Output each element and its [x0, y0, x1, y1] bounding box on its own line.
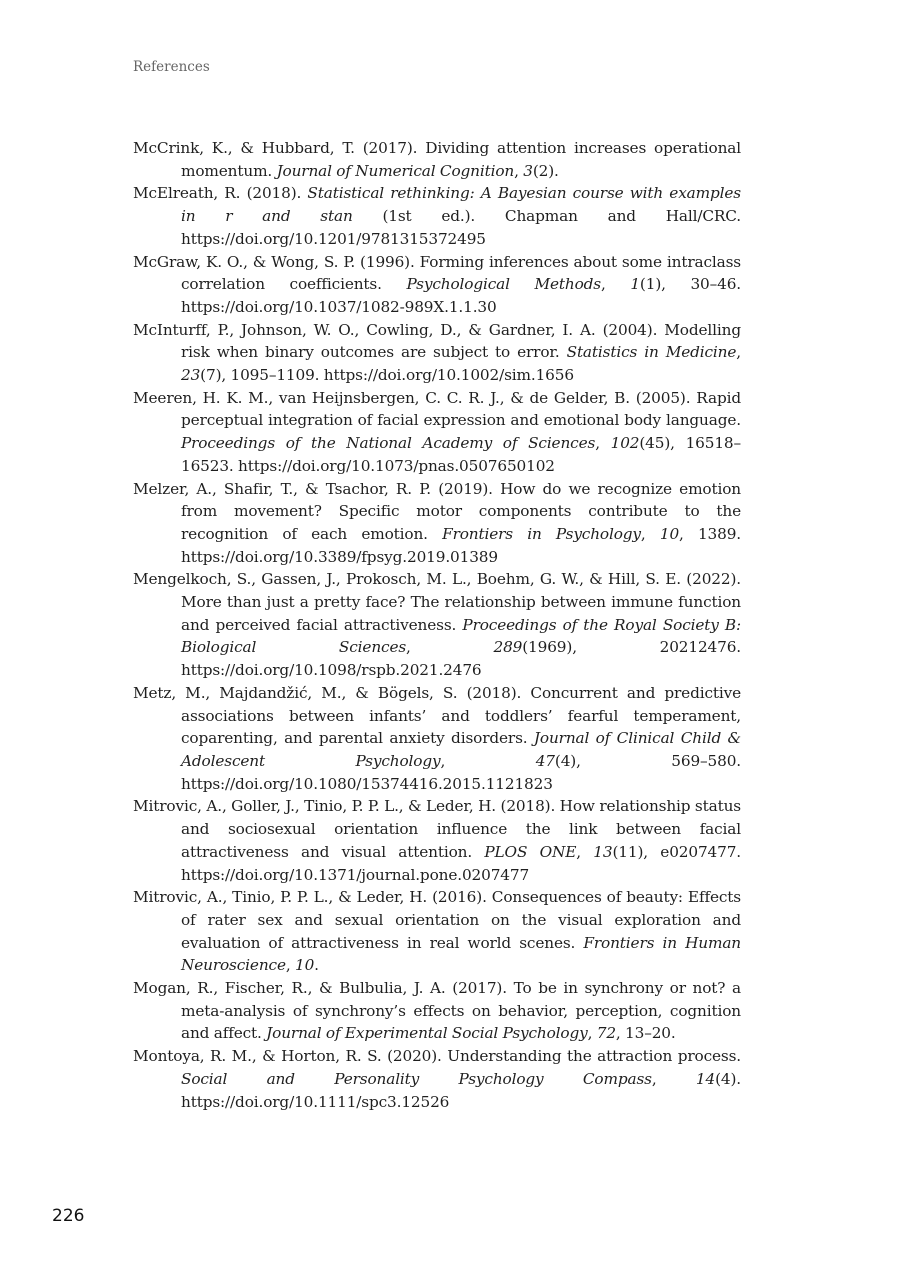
- reference-separator: ,: [440, 751, 536, 770]
- reference-separator: ,: [736, 343, 741, 362]
- reference-text: McGraw, K. O., & Wong, S. P. (1996). Forming inferences about some intraclass correlation coefficients.: [133, 252, 741, 294]
- reference-separator: ,: [514, 161, 524, 180]
- reference-list: [133, 137, 741, 1113]
- reference-details: (45), 16518–16523. https://doi.org/10.1073/pnas.0507650102: [181, 434, 741, 475]
- reference-volume: 10: [659, 524, 680, 543]
- reference-entry: [133, 795, 741, 886]
- reference-volume: 13: [593, 842, 613, 861]
- reference-separator: ,: [576, 842, 594, 861]
- reference-details: , 13–20.: [615, 1024, 676, 1043]
- reference-volume: 1: [630, 275, 640, 294]
- reference-entry: [133, 886, 741, 977]
- reference-source: Proceedings of the Royal Society B: Biological Sciences: [181, 615, 741, 657]
- reference-source: PLOS ONE: [484, 842, 577, 861]
- reference-entry: [133, 568, 741, 682]
- reference-details: (7), 1095–1109. https://doi.org/10.1002/sim.1656: [200, 366, 574, 385]
- reference-source: Psychological Methods: [406, 275, 601, 294]
- reference-source: Proceedings of the National Academy of Sciences: [181, 434, 596, 453]
- running-head: References: [133, 59, 210, 75]
- reference-entry: [133, 137, 741, 182]
- reference-volume: 289: [493, 638, 523, 657]
- reference-text: Mitrovic, A., Goller, J., Tinio, P. P. L., & Leder, H. (2018). How relationship status and sociosexual orientation influence the link between facial attractiveness and visual attention.: [133, 797, 741, 861]
- reference-entry: [133, 682, 741, 796]
- reference-entry: [133, 182, 741, 250]
- reference-separator: ,: [640, 524, 660, 543]
- reference-entry: [133, 387, 741, 478]
- reference-volume: 14: [695, 1069, 716, 1088]
- reference-details: (4). https://doi.org/10.1111/spc3.12526: [181, 1069, 741, 1111]
- reference-details: (1969), 20212476. https://doi.org/10.1098/rspb.2021.2476: [181, 638, 742, 680]
- reference-text: Melzer, A., Shafir, T., & Tsachor, R. P. (2019). How do we recognize emotion from movement? Specific motor components contribute to the recognition of each emotion.: [133, 479, 741, 543]
- reference-separator: ,: [406, 638, 494, 657]
- reference-text: McElreath, R. (2018).: [133, 184, 308, 203]
- page-number: 226: [52, 1206, 85, 1226]
- reference-volume: 3: [523, 161, 533, 180]
- reference-text: McInturff, P., Johnson, W. O., Cowling, D., & Gardner, I. A. (2004). Modelling risk when binary outcomes are subject to error.: [133, 320, 741, 362]
- reference-source: Frontiers in Human Neuroscience: [181, 933, 741, 975]
- reference-text: Meeren, H. K. M., van Heijnsbergen, C. C. R. J., & de Gelder, B. (2005). Rapid perceptual integration of facial expression and emotional body language.: [133, 388, 741, 430]
- reference-text: McCrink, K., & Hubbard, T. (2017). Dividing attention increases operational momentum.: [133, 139, 741, 180]
- reference-volume: 23: [181, 366, 201, 385]
- reference-entry: [133, 478, 741, 569]
- reference-separator: ,: [651, 1069, 696, 1088]
- reference-entry: [133, 977, 741, 1045]
- reference-details: (1), 30–46. https://doi.org/10.1037/1082-989X.1.1.30: [181, 275, 741, 316]
- reference-volume: 102: [610, 434, 640, 453]
- reference-separator: ,: [595, 434, 611, 453]
- reference-entry: [133, 319, 741, 387]
- reference-source: Statistics in Medicine: [566, 343, 737, 362]
- reference-volume: 47: [535, 751, 555, 770]
- reference-details: (11), e0207477. https://doi.org/10.1371/journal.pone.0207477: [181, 842, 741, 884]
- reference-source: Statistical rethinking: A Bayesian course with examples in r and stan: [181, 184, 741, 226]
- reference-details: (1st ed.). Chapman and Hall/CRC. https://doi.org/10.1201/9781315372495: [181, 207, 742, 248]
- reference-details: (4), 569–580. https://doi.org/10.1080/15374416.2015.1121823: [181, 751, 741, 793]
- reference-volume: 10: [294, 956, 315, 975]
- reference-source: Journal of Experimental Social Psychology: [266, 1024, 588, 1043]
- reference-text: Mogan, R., Fischer, R., & Bulbulia, J. A. (2017). To be in synchrony or not? a meta-analysis of synchrony’s effects on behavior, perception, cognition and affect.: [133, 979, 741, 1043]
- reference-source: Frontiers in Psychology: [442, 524, 641, 543]
- reference-details: (2).: [532, 161, 559, 180]
- reference-text: Mitrovic, A., Tinio, P. P. L., & Leder, H. (2016). Consequences of beauty: Effects of rater sex and sexual orientation on the visual exploration and evaluation of attractiveness in real world scenes.: [133, 888, 741, 952]
- reference-text: Montoya, R. M., & Horton, R. S. (2020). Understanding the attraction process.: [133, 1047, 741, 1066]
- reference-details: .: [314, 956, 319, 975]
- reference-source: Journal of Numerical Cognition: [276, 161, 515, 180]
- reference-text: Mengelkoch, S., Gassen, J., Prokosch, M. L., Boehm, G. W., & Hill, S. E. (2022). More than just a pretty face? The relationship between immune function and perceived facial attractiveness.: [133, 570, 741, 634]
- reference-entry: [133, 251, 741, 319]
- reference-entry: [133, 1045, 741, 1113]
- reference-separator: ,: [601, 275, 631, 294]
- reference-text: Metz, M., Majdandžić, M., & Bögels, S. (2018). Concurrent and predictive associations between infants’ and toddlers’ fearful temperament, coparenting, and parental anxiety disorders.: [133, 683, 741, 748]
- reference-volume: 72: [596, 1024, 616, 1043]
- reference-separator: ,: [285, 956, 295, 975]
- reference-source: Social and Personality Psychology Compass: [181, 1069, 652, 1088]
- reference-details: , 1389. https://doi.org/10.3389/fpsyg.2019.01389: [181, 524, 742, 566]
- reference-separator: ,: [587, 1024, 597, 1043]
- reference-source: Journal of Clinical Child & Adolescent Psychology: [181, 729, 741, 770]
